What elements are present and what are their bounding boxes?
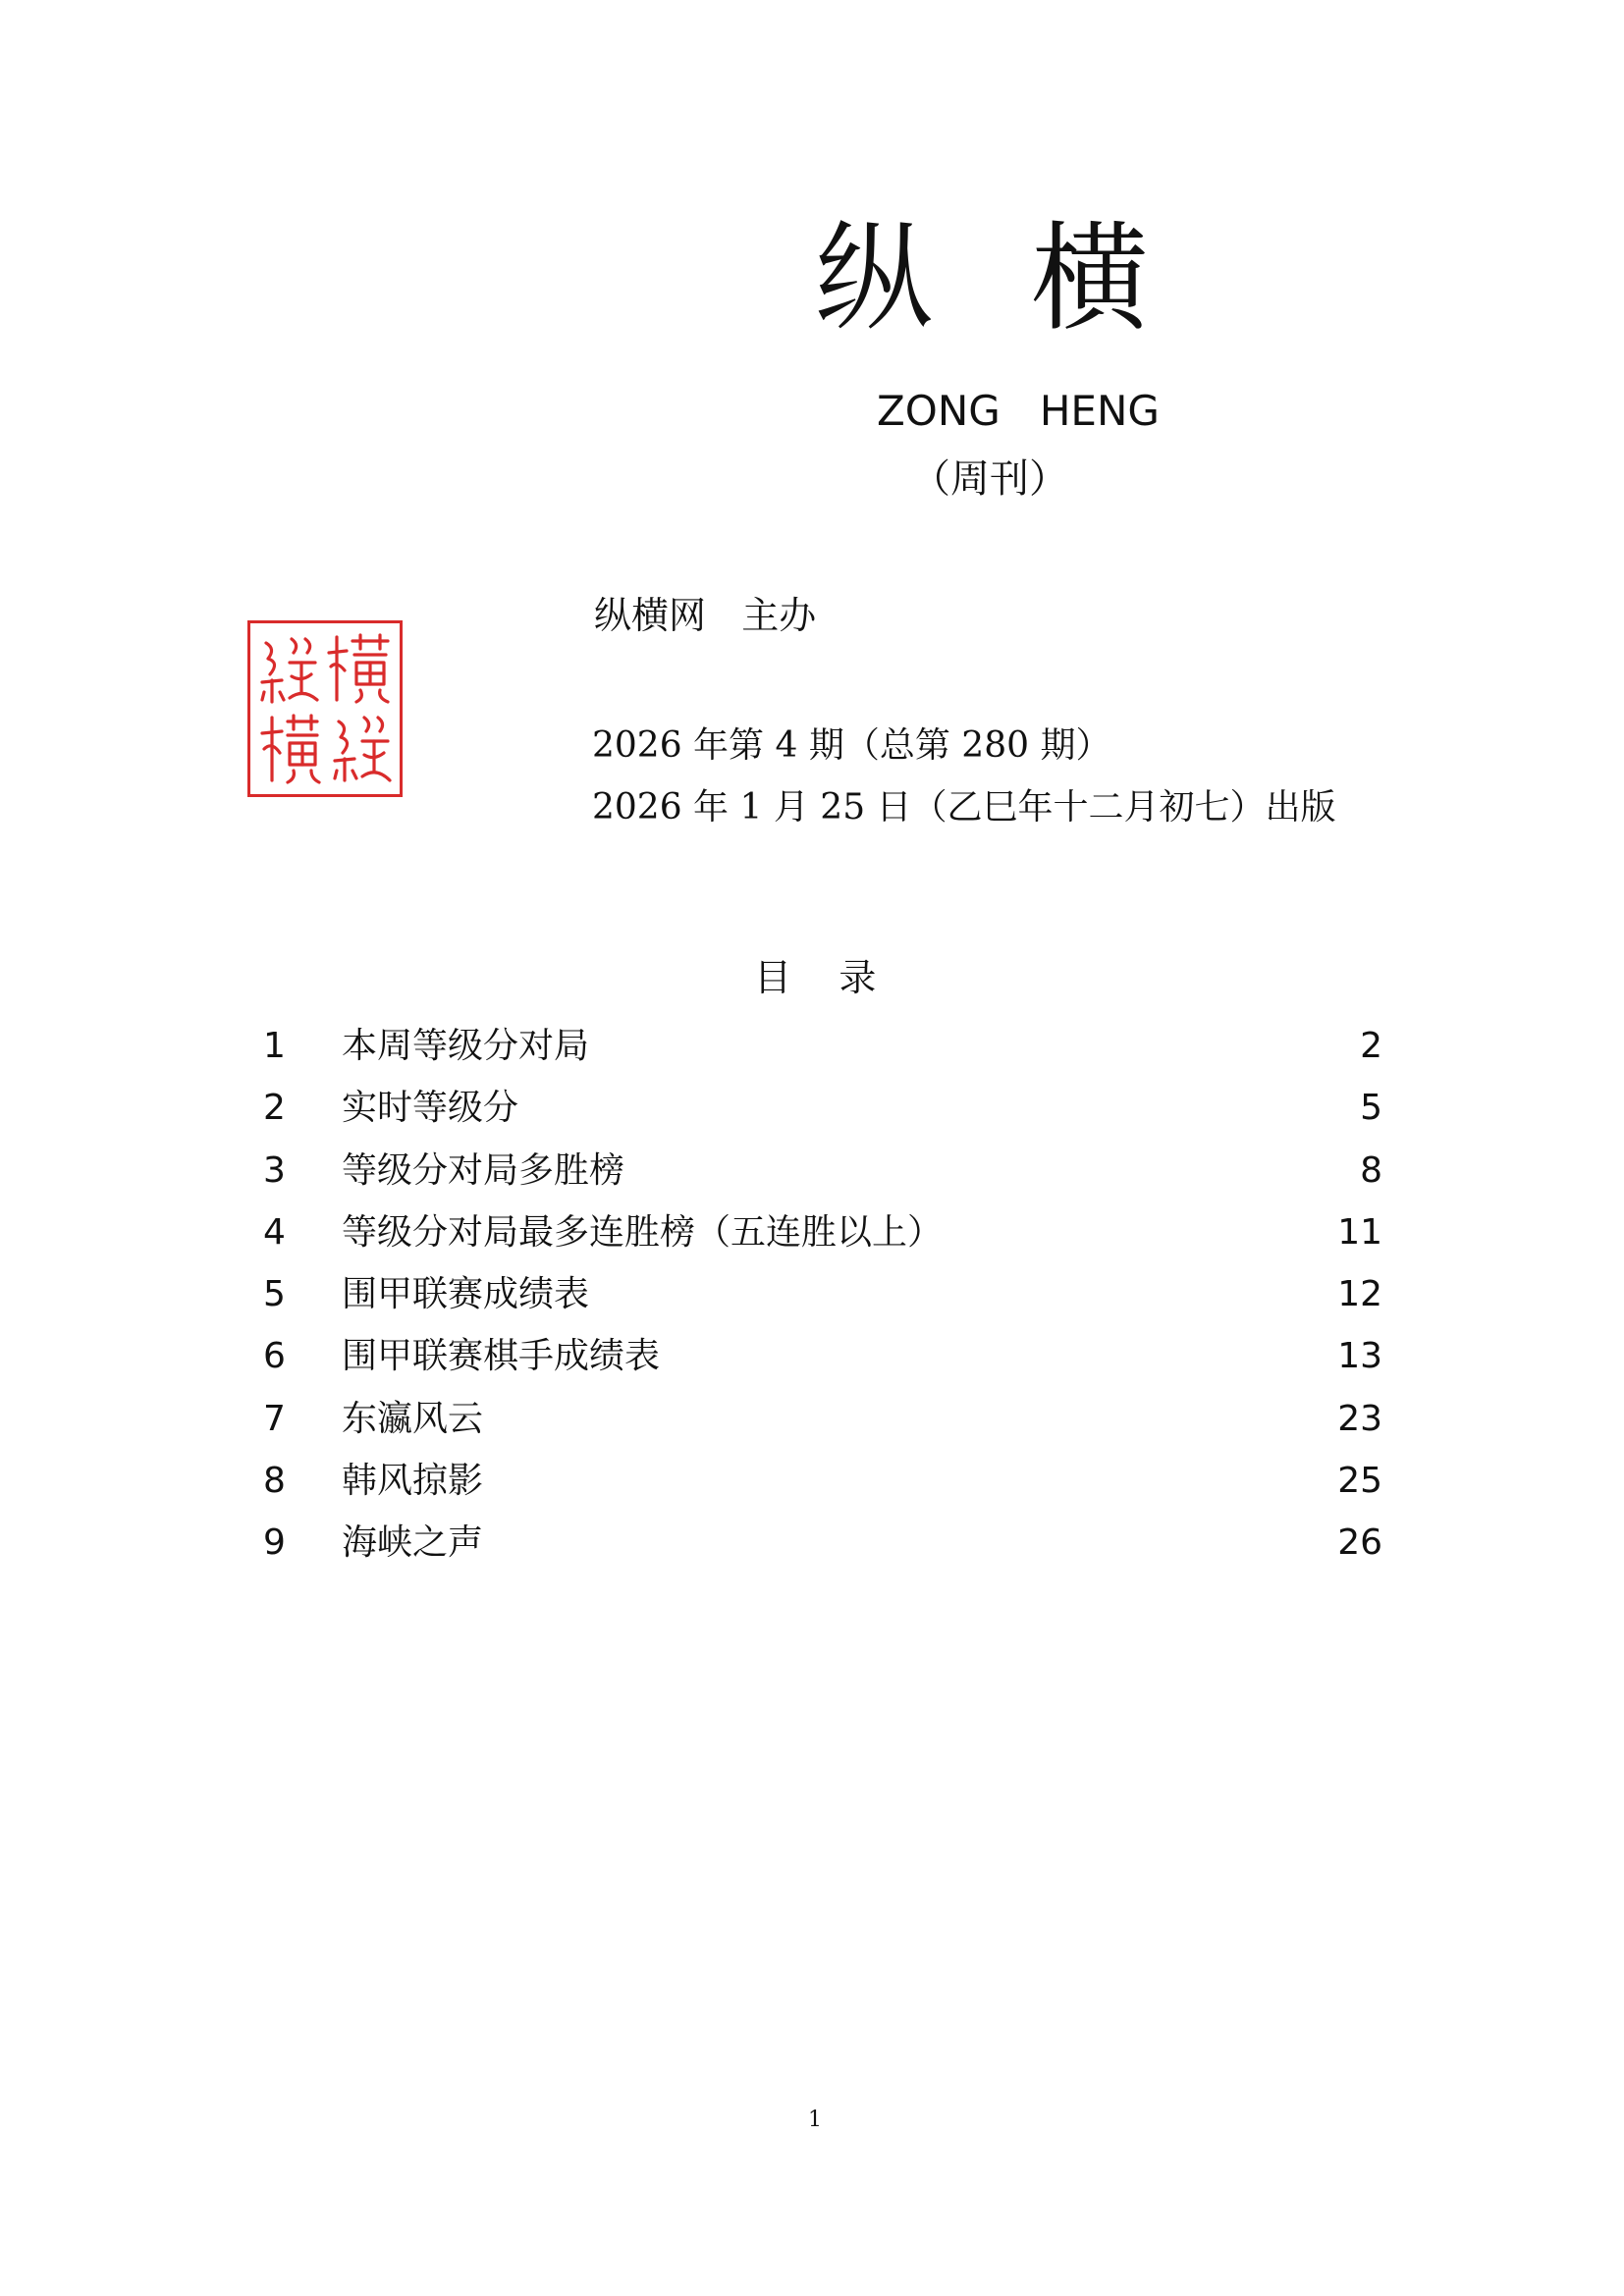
toc-entry-title: 等级分对局最多连胜榜（五连胜以上） xyxy=(342,1211,944,1253)
toc-entry-title: 围甲联赛成绩表 xyxy=(342,1274,590,1315)
toc-entry-page: 23 xyxy=(1337,1398,1382,1439)
toc-entry-page: 13 xyxy=(1337,1336,1382,1377)
toc-entry-page: 11 xyxy=(1337,1211,1382,1253)
toc-entry[interactable] xyxy=(263,1519,1382,1580)
toc-entry-page: 26 xyxy=(1337,1522,1382,1564)
toc-entry-number: 8 xyxy=(263,1461,286,1502)
seal-glyph-bottom-left xyxy=(262,716,319,782)
publication-date: 2026 年 1 月 25 日（乙巳年十二月初七）出版 xyxy=(592,787,1336,828)
publication-frequency: （周刊） xyxy=(911,456,1068,502)
toc-entry-number: 2 xyxy=(263,1088,286,1129)
toc-entry[interactable] xyxy=(263,1270,1382,1332)
title-char-zong: 纵 xyxy=(815,211,933,347)
toc-entry-number: 6 xyxy=(263,1336,286,1377)
page-title xyxy=(815,206,1149,353)
host-organization: 纵横网 主办 xyxy=(594,594,817,637)
toc-entry-number: 4 xyxy=(263,1211,286,1253)
title-english: ZONG HENG xyxy=(877,387,1160,435)
toc-entry-number: 7 xyxy=(263,1398,286,1439)
toc-entry[interactable] xyxy=(263,1084,1382,1146)
seal-glyph-bottom-right xyxy=(335,718,390,780)
toc-entry-title: 实时等级分 xyxy=(342,1088,519,1129)
seal-glyph-top-left xyxy=(262,639,317,702)
toc-entry[interactable] xyxy=(263,1147,1382,1208)
toc-entry-title: 韩风掠影 xyxy=(342,1461,484,1502)
toc-entry-page: 5 xyxy=(1360,1088,1382,1129)
toc-entry-number: 3 xyxy=(263,1149,286,1191)
toc-entry-title: 海峡之声 xyxy=(342,1522,484,1564)
toc-heading: 目 录 xyxy=(754,956,877,999)
seal-stamp-icon xyxy=(247,620,403,797)
toc-entry-title: 围甲联赛棋手成绩表 xyxy=(342,1336,661,1377)
issue-number: 2026 年第 4 期（总第 280 期） xyxy=(592,725,1111,766)
toc-entry-title: 本周等级分对局 xyxy=(342,1026,590,1066)
page-number: 1 xyxy=(808,2108,822,2132)
toc-entry[interactable] xyxy=(263,1395,1382,1457)
toc-entry-page: 12 xyxy=(1337,1274,1382,1315)
toc-entry-page: 25 xyxy=(1337,1461,1382,1502)
toc-entry-number: 9 xyxy=(263,1522,286,1564)
toc-entry-title: 等级分对局多胜榜 xyxy=(342,1149,625,1191)
toc-entry-page: 2 xyxy=(1360,1026,1382,1066)
title-char-heng: 横 xyxy=(1031,211,1149,347)
toc-entry[interactable] xyxy=(263,1208,1382,1270)
toc-entry-number: 1 xyxy=(263,1026,286,1066)
toc-entry-number: 5 xyxy=(263,1274,286,1315)
toc-entry[interactable] xyxy=(263,1022,1382,1084)
toc-entry[interactable] xyxy=(263,1332,1382,1394)
toc-entry[interactable] xyxy=(263,1457,1382,1519)
toc-entry-title: 东瀛风云 xyxy=(342,1398,484,1439)
table-of-contents xyxy=(263,1022,1382,1581)
toc-entry-page: 8 xyxy=(1360,1149,1382,1191)
seal-glyph-top-right xyxy=(329,635,388,702)
